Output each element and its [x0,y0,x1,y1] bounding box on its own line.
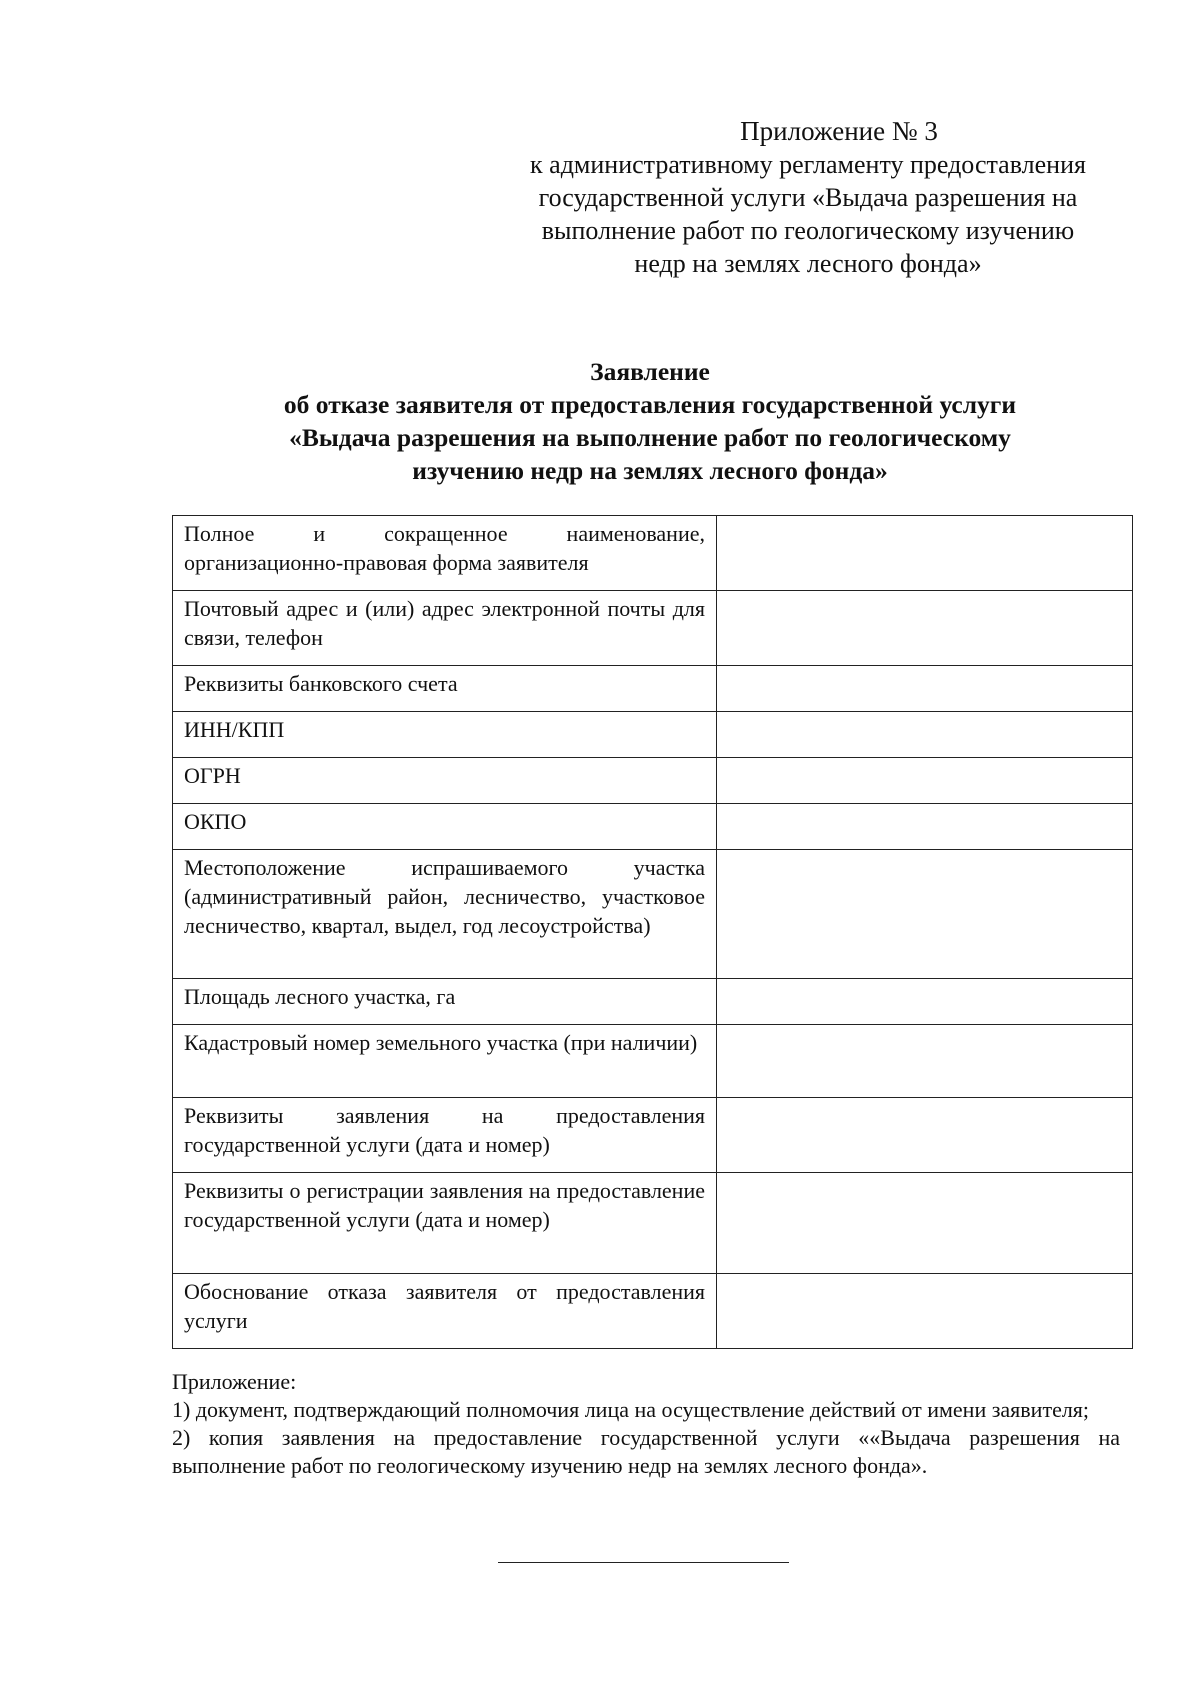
form-row-registration-details [173,1173,1133,1274]
row-label: Реквизиты о регистрации заявления на предоставление государственной услуги (дата и номер) [173,1173,717,1274]
footer-separator-line [498,1562,789,1563]
appendix-line: выполнение работ по геологическому изучению [541,216,1075,245]
row-label: Кадастровый номер земельного участка (при наличии) [173,1025,717,1098]
row-label: Площадь лесного участка, га [173,979,717,1025]
row-value-field[interactable] [717,850,1133,979]
row-label: Обоснование отказа заявителя от предоставления услуги [173,1274,717,1349]
row-label: Полное и сокращенное наименование, организационно-правовая форма заявителя [173,516,717,591]
form-row-inn-kpp [173,712,1133,758]
row-value-field[interactable] [717,666,1133,712]
appendix-line: государственной услуги «Выдача разрешения на [538,183,1078,212]
row-value-field[interactable] [717,712,1133,758]
form-row-cadastral-number [173,1025,1133,1098]
title-line: «Выдача разрешения на выполнение работ по геологическому [289,423,1011,452]
form-row-okpo [173,804,1133,850]
row-value-field[interactable] [717,758,1133,804]
row-label: Реквизиты банковского счета [173,666,717,712]
row-value-field[interactable] [717,1025,1133,1098]
form-row-bank-details [173,666,1133,712]
row-label: Местоположение испрашиваемого участка (административный район, лесничество, участковое лесничество, квартал, выдел, год лесоустройства) [173,850,717,979]
row-value-field[interactable] [717,591,1133,666]
row-value-field[interactable] [717,516,1133,591]
form-row-application-details [173,1098,1133,1173]
appendix-number: Приложение № 3 [740,116,938,146]
title-line: об отказе заявителя от предоставления государственной услуги [283,390,1017,419]
form-row-applicant-name [173,516,1133,591]
row-value-field[interactable] [717,1098,1133,1173]
appendix-line: недр на землях лесного фонда» [634,249,982,278]
form-row-plot-area [173,979,1133,1025]
row-label: Реквизиты заявления на предоставления государственной услуги (дата и номер) [173,1098,717,1173]
form-row-plot-location [173,850,1133,979]
row-value-field[interactable] [717,1274,1133,1349]
application-form-table [172,515,1133,1349]
document-title [170,355,1130,487]
row-label: ОКПО [173,804,717,850]
form-row-ogrn [173,758,1133,804]
attachments-heading: Приложение: [172,1369,297,1394]
row-label: ИНН/КПП [173,712,717,758]
row-value-field[interactable] [717,979,1133,1025]
row-label: Почтовый адрес и (или) адрес электронной почты для связи, телефон [173,591,717,666]
appendix-header [488,114,1128,280]
title-line: Заявление [590,357,710,386]
row-value-field[interactable] [717,1173,1133,1274]
appendix-line: к административному регламенту предоставления [530,150,1086,179]
title-line: изучению недр на землях лесного фонда» [412,456,888,485]
form-row-postal-address [173,591,1133,666]
attachment-item: 1) документ, подтверждающий полномочия лица на осуществление действий от имени заявителя; [172,1397,1090,1422]
row-value-field[interactable] [717,804,1133,850]
attachments-section [172,1368,1120,1480]
attachment-item: 2) копия заявления на предоставление государственной услуги ««Выдача разрешения на выполнение работ по геологическому изучению недр на землях лесного фонда». [172,1425,1120,1478]
row-label: ОГРН [173,758,717,804]
form-row-refusal-reason [173,1274,1133,1349]
